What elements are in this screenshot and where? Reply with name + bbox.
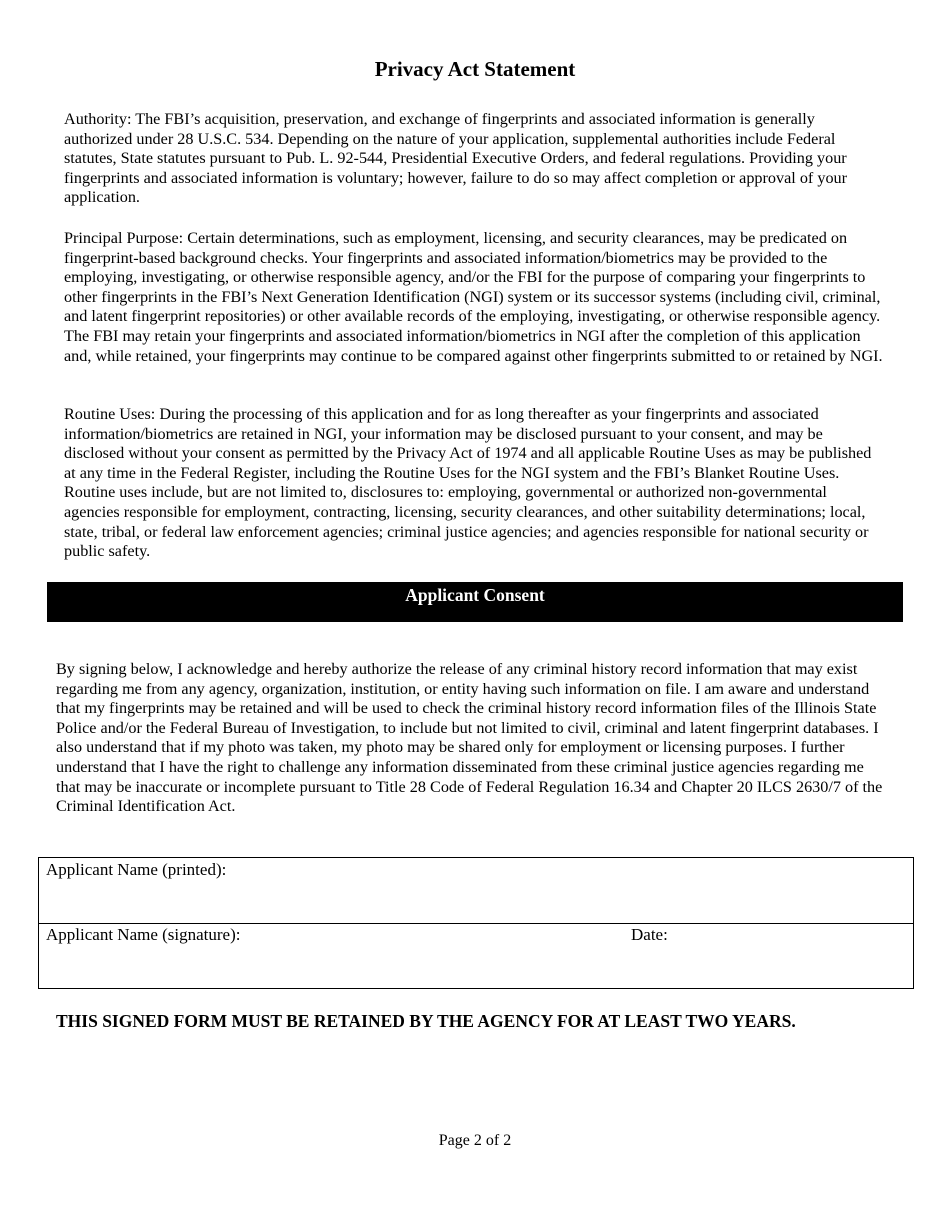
- date-label: Date:: [631, 925, 668, 944]
- page-title: Privacy Act Statement: [374, 57, 576, 81]
- page-number: Page 2 of 2: [438, 1132, 512, 1149]
- applicant-consent-banner: [47, 582, 903, 622]
- signature-table: [38, 857, 914, 989]
- consent-paragraph: By signing below, I acknowledge and hereby authorize the release of any criminal history record information that may exist regarding me from any agency, organization, institution, or entity having such information on file. I am aware and understand that my fingerprints may be retained and will be used to check the criminal history record information files of the Illinois State Police and/or the Federal Bureau of Investigation, to include but not limited to civil, criminal and latent fingerprint databases. I also understand that if my photo was taken, my photo may be shared only for employment or licensing purposes. I further understand that I have the right to challenge any information disseminated from these criminal justice agencies regarding me that may be inaccurate or incomplete pursuant to Title 28 Code of Federal Regulation 16.34 and Chapter 20 ILCS 2630/7 of the Criminal Identification Act.: [56, 660, 883, 816]
- name-signature-field[interactable]: [39, 923, 624, 988]
- name-printed-field[interactable]: [39, 858, 913, 924]
- name-signature-label: Applicant Name (signature):: [46, 925, 241, 944]
- date-field[interactable]: [624, 923, 913, 988]
- retention-notice: THIS SIGNED FORM MUST BE RETAINED BY THE AGENCY FOR AT LEAST TWO YEARS.: [56, 1011, 796, 1031]
- name-printed-label: Applicant Name (printed):: [46, 860, 227, 879]
- authority-paragraph: Authority: The FBI’s acquisition, preservation, and exchange of fingerprints and associated information is generally authorized under 28 U.S.C. 534. Depending on the nature of your application, supplemental authorities include Federal statutes, State statutes pursuant to Pub. L. 92-544, Presidential Executive Orders, and federal regulations. Providing your fingerprints and associated information is voluntary; however, failure to do so may affect completion or approval of your application.: [64, 110, 848, 207]
- routine-uses-paragraph: Routine Uses: During the processing of this application and for as long thereafter as your fingerprints and associated information/biometrics are retained in NGI, your information may be disclosed pursuant to your consent, and may be disclosed without your consent as permitted by the Privacy Act of 1974 and all applicable Routine Uses as may be published at any time in the Federal Register, including the Routine Uses for the NGI system and the FBI’s Blanket Routine Uses. Routine uses include, but are not limited to, disclosures to: employing, governmental or authorized non-governmental agencies responsible for employment, contracting, licensing, security clearances, and other suitability determinations; local, state, tribal, or federal law enforcement agencies; criminal justice agencies; and agencies responsible for national security or public safety.: [64, 405, 872, 561]
- principal-purpose-paragraph: Principal Purpose: Certain determinations, such as employment, licensing, and security clearances, may be predicated on fingerprint-based background checks. Your fingerprints and associated information/biometrics may be provided to the employing, investigating, or otherwise responsible agency, and/or the FBI for the purpose of comparing your fingerprints to other fingerprints in the FBI’s Next Generation Identification (NGI) system or its successor systems (including civil, criminal, and latent fingerprint repositories) or other available records of the employing, investigating, or otherwise responsible agency. The FBI may retain your fingerprints and associated information/biometrics in NGI after the completion of this application and, while retained, your fingerprints may continue to be compared against other fingerprints submitted to or retained by NGI.: [64, 229, 883, 365]
- signature-row: [39, 923, 913, 988]
- applicant-consent-heading: Applicant Consent: [405, 585, 545, 605]
